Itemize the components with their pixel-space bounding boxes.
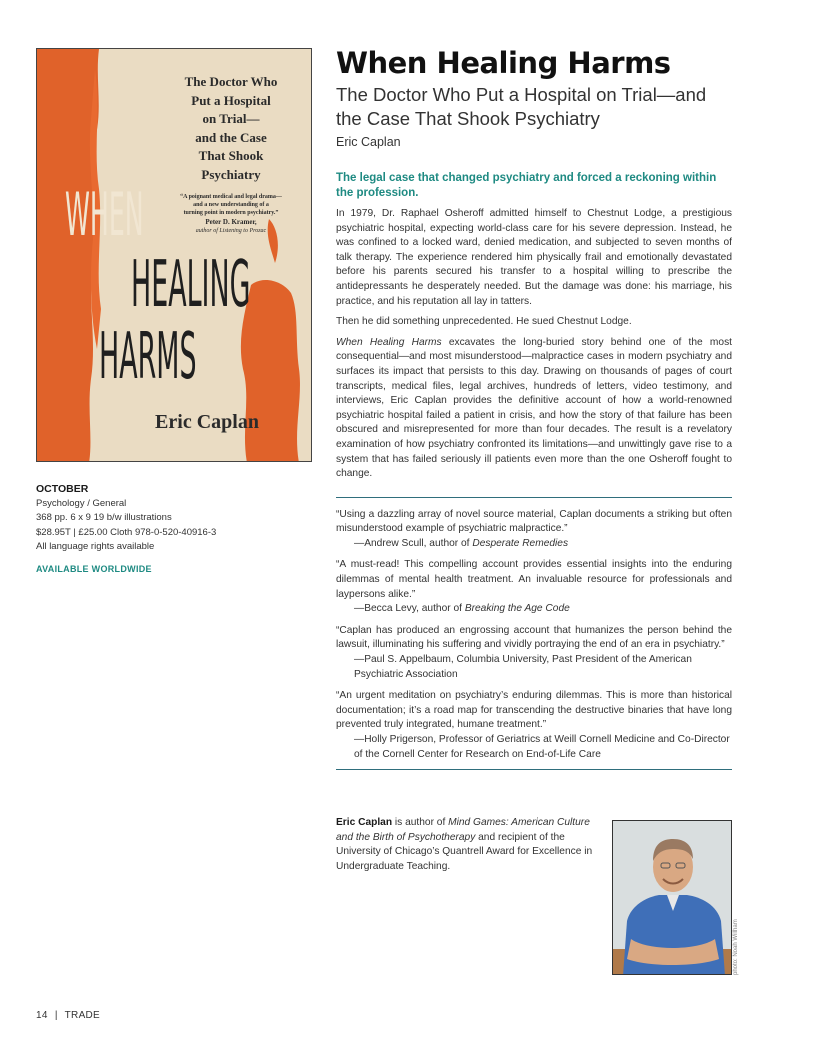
cover-blurb: “A poignant medical and legal drama— and a new understanding of a turning point in modern psychiatry.” Peter D. Kramer, author of Listening to Prozac [180, 194, 282, 234]
endorsement-3: “Caplan has produced an engrossing account that humanizes the person behind the lawsuit, illuminating his suffering and vividly portraying the end of an era in psychiatry.” —Paul S. Appelbaum, Columbia University, Past President of the American Psychiatric Association [336, 624, 732, 680]
cover-title-word-1: WHEN [65, 180, 144, 250]
book-author: Eric Caplan [336, 135, 401, 149]
photo-credit: photo: Noah Willham [733, 919, 739, 975]
book-subtitle: The Doctor Who Put a Hospital on Trial—and the Case That Shook Psychiatry [336, 84, 707, 129]
page-footer [36, 1010, 100, 1021]
rights: All language rights available [36, 541, 155, 552]
endorsement-4: “An urgent meditation on psychiatry’s enduring dilemmas. This is more than historical documentation; it’s a road map for transcending the destructive binaries that have long prevented truly integrated, humane treatment.” —Holly Prigerson, Professor of Geriatrics at Weill Cornell Medicine and Co-Director of the Cornell Center for Research on End-of-Life Care [336, 690, 732, 760]
pub-month: OCTOBER [36, 483, 89, 495]
book-cover [36, 48, 312, 462]
author-bio: Eric Caplan is author of Mind Games: American Culture and the Birth of Psychotherapy and recipient of the University of Chicago’s Quantrell Award for Excellence in Undergraduate Teaching. [336, 817, 593, 872]
footer-separator: | [54, 1010, 58, 1021]
book-metadata [36, 482, 316, 576]
specs: 368 pp. 6 x 9 19 b/w illustrations [36, 512, 172, 523]
endorsement-1: “Using a dazzling array of novel source material, Caplan documents a striking but often misunderstood example of psychiatric malpractice.” —Andrew Scull, author of Desperate Remedies [336, 508, 732, 549]
description-paragraph-1: In 1979, Dr. Raphael Osheroff admitted himself to Chestnut Lodge, a prestigious psychiatric hospital, expecting world-class care for his severe depression. Instead, he was confined to a locked ward, denied medication, and subjected to seven months of talk therapy. The experience rendered him physically frail and emotionally devastated before his parents secured his transfer to a hospital willing to prescribe the antidepressants he desperately needed. But the damage was done: his marriage, his practice, and his reputation all lay in tatters. [336, 208, 732, 307]
description-paragraph-2: Then he did something unprecedented. He sued Chestnut Lodge. [336, 316, 632, 328]
book-title: When Healing Harms [336, 46, 671, 80]
availability: AVAILABLE WORLDWIDE [36, 563, 152, 574]
main-column [336, 44, 732, 780]
endorsement-2: “A must-read! This compelling account provides essential insights into the enduring dilemmas of mental health treatment. An invaluable resource for professionals and laypersons alike.” —Becca Levy, author of Breaking the Age Code [336, 559, 732, 615]
section-name: TRADE [64, 1010, 101, 1021]
price-isbn: $28.95T | £25.00 Cloth 978-0-520-40916-3 [36, 526, 217, 538]
cover-subtitle: The Doctor Who Put a Hospital on Trial— and the Case That Shook Psychiatry [184, 74, 278, 182]
page-number: 14 [36, 1010, 48, 1021]
cover-title-word-3: HARMS [99, 320, 197, 394]
category: Psychology / General [36, 497, 127, 509]
description-paragraph-3: When Healing Harms excavates the long-buried story behind one of the most consequential—and most misunderstood—malpractice cases in modern psychiatry and surfaces its impact that persists to this day. Drawing on thousands of pages of court transcripts, medical files, legal archives, hundreds of letters, video testimony, and interviews, Eric Caplan provides the definitive account of how a world-renowned psychiatric hospital failed a patient in crisis, and how the story of that failure has been obscured and misrepresented for more than four decades. The result is a revelatory examination of how psychiatry confronted its limitations—and unwittingly gave rise to a system that has failed seriously ill patients even more than the one Osheroff fought to change. [336, 336, 732, 480]
divider [336, 769, 732, 770]
author-photo [612, 820, 732, 975]
description-headline: The legal case that changed psychiatry and forced a reckoning within the profession. [336, 172, 717, 199]
divider [336, 497, 732, 498]
cover-title-word-2: HEALING [131, 248, 251, 322]
cover-author: Eric Caplan [155, 411, 259, 433]
